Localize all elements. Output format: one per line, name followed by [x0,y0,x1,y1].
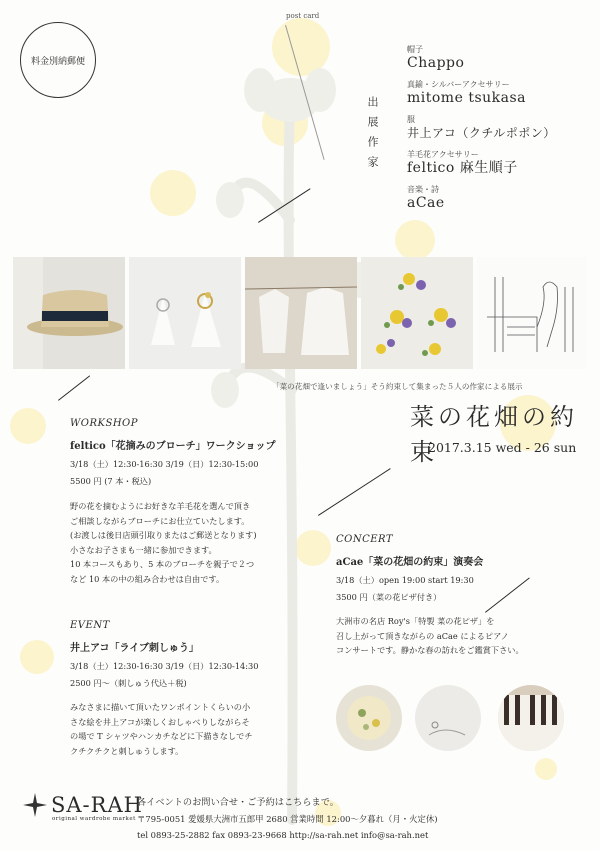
workshop-schedule: 3/18（土）12:30-16:30 3/19（日）12:30-15:00 [70,459,259,469]
photo-pizza-circle [336,685,402,751]
logo-text: SA-RAH [51,793,143,817]
photo-piano-sketch [477,257,587,369]
artist-role: 服 [407,115,415,124]
post-card-label: post card [286,12,320,20]
event-schedule: 3/18（土）12:30-16:30 3/19（日）12:30-14:30 [70,661,259,671]
artist-role: 帽子 [407,45,423,54]
event-title: 菜の花畑の約束 [410,403,578,466]
concert-body-line: コンサートです。静かな春の訪れをご鑑賞下さい。 [336,645,524,655]
decorative-dot [150,170,196,216]
artist-item [407,149,597,176]
artist-role: 真鍮・シルバーアクセサリー [407,80,510,89]
workshop-body-line: ご相談しながらブローチにお仕立ていたします。 [70,515,250,526]
footer-line1: 各イベントのお問い合せ・ご予約はこちらまで。 [137,797,339,808]
decorative-line [58,375,90,400]
artist-item [407,184,597,211]
concert-body-line: 大洲市の名店 Roy's「特製 菜の花ピザ」を [336,616,495,626]
artist-role: 音楽・詩 [407,185,439,194]
workshop-head: feltico「花摘みのブローチ」ワークショップ [70,441,276,452]
concert-section [336,534,586,658]
decorative-dot [395,220,435,260]
decorative-dot [10,408,46,444]
artists-list [407,36,597,211]
workshop-body-line: など 10 本の中の組み合わせは自由です。 [70,573,225,584]
postage-stamp-text: 料金別納郵便 [30,56,85,67]
workshop-body-line: 野の花を摘むようにお好きな羊毛花を選んで頂き [70,501,251,511]
workshop-label: WORKSHOP [70,418,138,429]
footer-contact [137,795,587,843]
event-date: 2017.3.15 wed - 26 sun [428,440,577,455]
live-embroidery-section [70,620,310,758]
artist-item [407,114,597,141]
decorative-dot [20,640,54,674]
artist-name: mitome tsukasa [407,90,527,106]
workshop-price: 5500 円 (7 本・税込) [70,475,152,486]
artist-name: feltico 麻生順子 [407,160,518,176]
event-body-line: の場で T シャツやハンカチなどに下描きなしでチ [70,731,253,741]
photo-piano-keys-circle [498,685,564,751]
artists-heading: 出展作家 [366,96,379,176]
compass-star-icon [22,792,48,818]
event-body-line: クチクチクと刺しゅうします。 [70,745,184,756]
decorative-dot [535,758,557,780]
concert-label: CONCERT [336,534,394,545]
event-head: 井上アコ「ライブ刺しゅう」 [70,643,199,654]
event-body-line: みなさまに描いて頂いたワンポイントくらいの小 [70,702,251,712]
concert-schedule: 3/18（土）open 19:00 start 19:30 [336,575,474,585]
event-price: 2500 円～（刺しゅう代込＋税) [70,677,187,688]
photo-felt-flowers [361,257,473,369]
event-body-line: さな絵を井上アコが楽しくおしゃべりしながらそ [70,716,250,727]
concert-head: aCae「菜の花畑の約束」演奏会 [336,557,484,568]
concert-body-line: 召し上がって頂きながらの aCae によるピアノ [336,630,509,641]
photo-clothes [245,257,357,369]
artist-name: aCae [407,195,445,211]
logo-subtitle: original wardrobe market [52,816,136,822]
artist-role: 羊毛花アクセサリー [407,150,479,159]
artist-item [407,79,597,106]
workshop-section [70,418,310,586]
postage-stamp-circle [20,22,96,98]
workshop-body-line: 小さなお子さまも一緒に参加できます。 [70,544,217,555]
photo-rings [129,257,241,369]
sarah-logo [22,792,143,822]
workshop-body-line: (お渡しは後日店頭引取りまたはご郵送となります) [70,530,257,540]
artist-item [407,44,597,71]
artist-name: 井上アコ（クチルポポン） [407,126,556,140]
artist-name: Chappo [407,55,465,71]
event-label: EVENT [70,620,110,631]
event-tagline: 「菜の花畑で逢いましょう」そう約束して集まった５人の作家による展示 [272,382,523,391]
footer-address: 〒795-0051 愛媛県大洲市五郎甲 2680 営業時間 12:00～夕暮れ（月・火定休) [137,814,438,824]
photo-sketch-circle [415,685,481,751]
workshop-body-line: 10 本コースもあり、5 本のブローチを親子で２つ [70,559,255,569]
footer-tel: tel 0893-25-2882 fax 0893-23-9668 http://sa-rah.net info@sa-rah.net [137,830,429,840]
concert-price: 3500 円（菜の花ピザ付き） [336,591,442,602]
photo-hat [13,257,125,369]
